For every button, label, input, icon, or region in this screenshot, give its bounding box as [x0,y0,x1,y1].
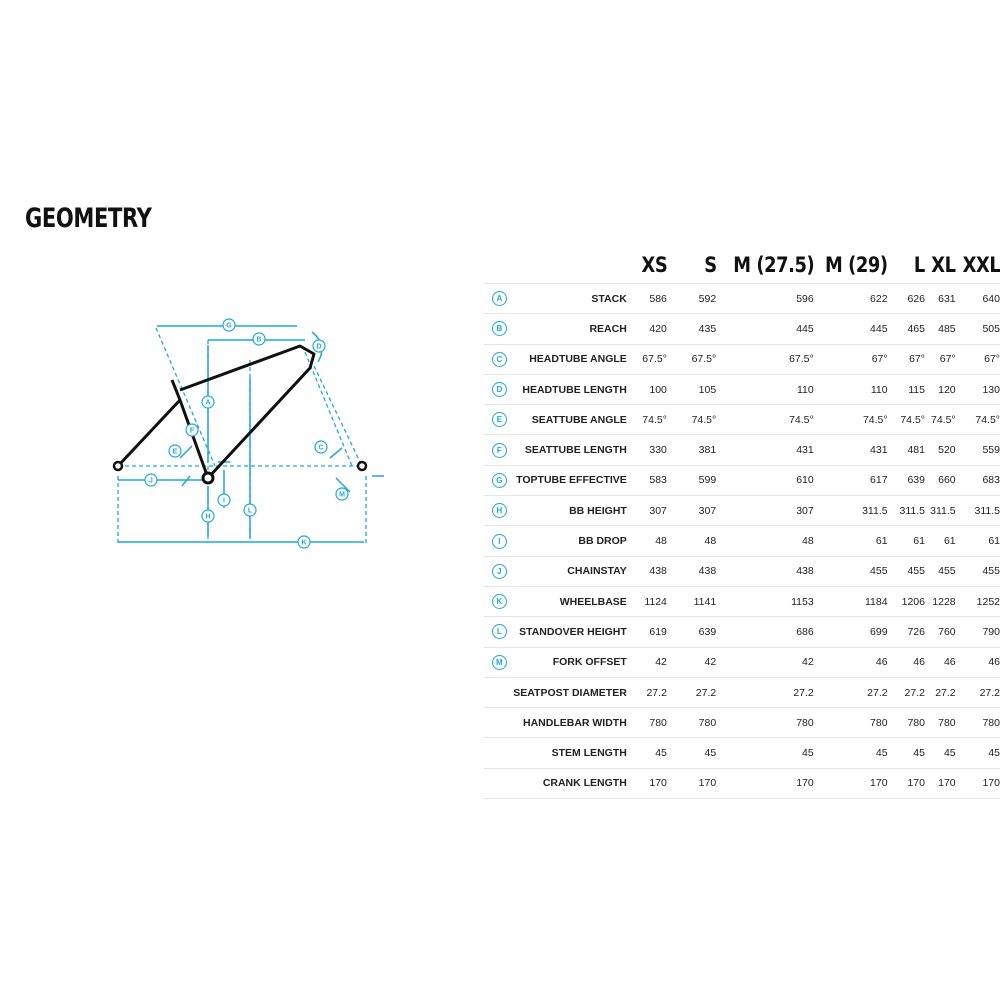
row-letter-badge [484,496,507,526]
letter-badge: J [492,564,507,579]
cell-value: 170 [716,768,814,798]
letter-badge: H [492,503,507,518]
row-letter-badge [484,465,507,495]
cell-value: 599 [667,465,716,495]
row-label: BB HEIGHT [507,496,627,526]
letter-badge: L [492,624,507,639]
cell-value: 311.5 [925,496,956,526]
cell-value: 1141 [667,586,716,616]
cell-value: 61 [814,526,888,556]
cell-value: 45 [925,738,956,768]
letter-badge: K [492,594,507,609]
cell-value: 619 [637,617,667,647]
letter-badge: G [492,473,507,488]
cell-value: 455 [925,556,956,586]
cell-value: 67° [925,344,956,374]
table-row [484,586,1000,616]
table-row [484,617,1000,647]
row-label: STANDOVER HEIGHT [507,617,627,647]
letter-badge: F [492,443,507,458]
cell-value: 505 [956,314,1000,344]
row-label: STACK [507,284,627,314]
cell-value: 438 [637,556,667,586]
cell-value: 74.5° [716,405,814,435]
cell-value: 120 [925,374,956,404]
cell-value: 1228 [925,586,956,616]
cell-value: 45 [637,738,667,768]
cell-value: 45 [814,738,888,768]
cell-value: 307 [667,496,716,526]
cell-value: 639 [667,617,716,647]
cell-value: 110 [716,374,814,404]
cell-value: 420 [637,314,667,344]
cell-value: 610 [716,465,814,495]
cell-value: 27.2 [925,677,956,707]
cell-value: 780 [925,708,956,738]
cell-value: 760 [925,617,956,647]
size-header: XL [931,253,956,277]
row-letter-badge [484,738,507,768]
cell-value: 311.5 [814,496,888,526]
row-letter-badge [484,344,507,374]
row-letter-badge [484,526,507,556]
size-header: M (27.5) [732,253,814,277]
cell-value: 1124 [637,586,667,616]
cell-value: 74.5° [956,405,1000,435]
row-letter-badge [484,284,507,314]
diagram-label: J [149,477,153,485]
page-title: GEOMETRY [25,203,152,234]
row-letter-badge [484,617,507,647]
letter-badge: C [492,352,507,367]
cell-value: 435 [667,314,716,344]
cell-value: 61 [956,526,1000,556]
row-letter-badge [484,435,507,465]
table-row [484,647,1000,677]
cell-value: 586 [637,284,667,314]
cell-value: 465 [888,314,925,344]
cell-value: 780 [667,708,716,738]
row-label: CHAINSTAY [507,556,627,586]
table-row [484,374,1000,404]
cell-value: 780 [814,708,888,738]
cell-value: 311.5 [956,496,1000,526]
row-label: SEATPOST DIAMETER [507,677,627,707]
frame-geometry-diagram [100,310,400,555]
diagram-label: K [301,539,307,547]
cell-value: 780 [637,708,667,738]
cell-value: 67° [956,344,1000,374]
letter-badge: M [492,655,507,670]
table-row [484,314,1000,344]
size-header: XS [641,253,667,277]
diagram-label: M [339,491,345,499]
cell-value: 431 [716,435,814,465]
size-header: L [914,253,925,277]
cell-value: 790 [956,617,1000,647]
size-header: XXL [962,253,1000,277]
cell-value: 27.2 [814,677,888,707]
cell-value: 699 [814,617,888,647]
cell-value: 481 [888,435,925,465]
row-letter-badge [484,768,507,798]
cell-value: 438 [667,556,716,586]
cell-value: 1184 [814,586,888,616]
row-label: CRANK LENGTH [507,768,627,798]
cell-value: 780 [716,708,814,738]
cell-value: 170 [637,768,667,798]
diagram-label: L [247,507,253,515]
cell-value: 583 [637,465,667,495]
cell-value: 46 [956,647,1000,677]
cell-value: 559 [956,435,1000,465]
cell-value: 48 [667,526,716,556]
row-label: SEATTUBE LENGTH [507,435,627,465]
cell-value: 27.2 [956,677,1000,707]
cell-value: 74.5° [925,405,956,435]
cell-value: 445 [716,314,814,344]
row-label: HEADTUBE ANGLE [507,344,627,374]
table-row [484,435,1000,465]
cell-value: 45 [716,738,814,768]
cell-value: 726 [888,617,925,647]
table-row [484,344,1000,374]
table-row [484,738,1000,768]
geometry-table [484,247,1000,799]
table-row [484,284,1000,314]
table-row [484,677,1000,707]
table-row [484,708,1000,738]
cell-value: 45 [956,738,1000,768]
letter-badge: E [492,412,507,427]
diagram-label: C [318,444,324,452]
row-label: FORK OFFSET [507,647,627,677]
cell-value: 445 [814,314,888,344]
letter-badge: B [492,321,507,336]
cell-value: 46 [814,647,888,677]
cell-value: 1206 [888,586,925,616]
row-letter-badge [484,405,507,435]
row-letter-badge [484,708,507,738]
cell-value: 100 [637,374,667,404]
cell-value: 639 [888,465,925,495]
table-row [484,405,1000,435]
cell-value: 42 [716,647,814,677]
cell-value: 67.5° [637,344,667,374]
cell-value: 46 [888,647,925,677]
cell-value: 45 [888,738,925,768]
cell-value: 780 [888,708,925,738]
cell-value: 27.2 [716,677,814,707]
cell-value: 631 [925,284,956,314]
cell-value: 622 [814,284,888,314]
cell-value: 311.5 [888,496,925,526]
cell-value: 617 [814,465,888,495]
cell-value: 686 [716,617,814,647]
table-row [484,556,1000,586]
row-label: HANDLEBAR WIDTH [507,708,627,738]
cell-value: 170 [925,768,956,798]
cell-value: 660 [925,465,956,495]
cell-value: 381 [667,435,716,465]
row-label: REACH [507,314,627,344]
cell-value: 520 [925,435,956,465]
row-letter-badge [484,647,507,677]
table-row [484,496,1000,526]
cell-value: 48 [716,526,814,556]
row-label: WHEELBASE [507,586,627,616]
cell-value: 42 [667,647,716,677]
cell-value: 67° [814,344,888,374]
cell-value: 307 [637,496,667,526]
cell-value: 115 [888,374,925,404]
cell-value: 455 [814,556,888,586]
cell-value: 683 [956,465,1000,495]
cell-value: 110 [814,374,888,404]
cell-value: 46 [925,647,956,677]
diagram-label: E [172,448,178,456]
cell-value: 67.5° [667,344,716,374]
cell-value: 596 [716,284,814,314]
diagram-label: H [205,513,211,521]
cell-value: 438 [716,556,814,586]
cell-value: 61 [925,526,956,556]
table-row [484,768,1000,798]
size-header: M (29) [824,253,888,277]
cell-value: 67° [888,344,925,374]
letter-badge: I [492,534,507,549]
row-letter-badge [484,677,507,707]
letter-badge: A [492,291,507,306]
cell-value: 67.5° [716,344,814,374]
row-label: HEADTUBE LENGTH [507,374,627,404]
cell-value: 1252 [956,586,1000,616]
cell-value: 455 [956,556,1000,586]
cell-value: 61 [888,526,925,556]
cell-value: 170 [888,768,925,798]
cell-value: 485 [925,314,956,344]
cell-value: 42 [637,647,667,677]
diagram-label: G [226,322,232,330]
row-letter-badge [484,556,507,586]
cell-value: 74.5° [637,405,667,435]
diagram-label: B [256,336,262,344]
table-row [484,465,1000,495]
cell-value: 626 [888,284,925,314]
cell-value: 27.2 [888,677,925,707]
letter-badge: D [492,382,507,397]
size-header-row [484,247,1000,284]
cell-value: 170 [956,768,1000,798]
cell-value: 27.2 [637,677,667,707]
row-letter-badge [484,374,507,404]
cell-value: 170 [667,768,716,798]
diagram-label: F [189,427,195,435]
row-label: BB DROP [507,526,627,556]
cell-value: 74.5° [888,405,925,435]
cell-value: 45 [667,738,716,768]
cell-value: 27.2 [667,677,716,707]
cell-value: 170 [814,768,888,798]
diagram-label: D [316,343,322,351]
cell-value: 455 [888,556,925,586]
cell-value: 431 [814,435,888,465]
cell-value: 780 [956,708,1000,738]
cell-value: 105 [667,374,716,404]
cell-value: 74.5° [667,405,716,435]
cell-value: 592 [667,284,716,314]
cell-value: 307 [716,496,814,526]
cell-value: 330 [637,435,667,465]
row-label: TOPTUBE EFFECTIVE [507,465,627,495]
cell-value: 130 [956,374,1000,404]
table-row [484,526,1000,556]
size-header: S [703,253,717,277]
row-letter-badge [484,314,507,344]
diagram-label: A [205,399,211,407]
row-label: STEM LENGTH [507,738,627,768]
cell-value: 74.5° [814,405,888,435]
cell-value: 48 [637,526,667,556]
diagram-label: I [223,497,225,505]
cell-value: 1153 [716,586,814,616]
row-label: SEATTUBE ANGLE [507,405,627,435]
cell-value: 640 [956,284,1000,314]
row-letter-badge [484,586,507,616]
